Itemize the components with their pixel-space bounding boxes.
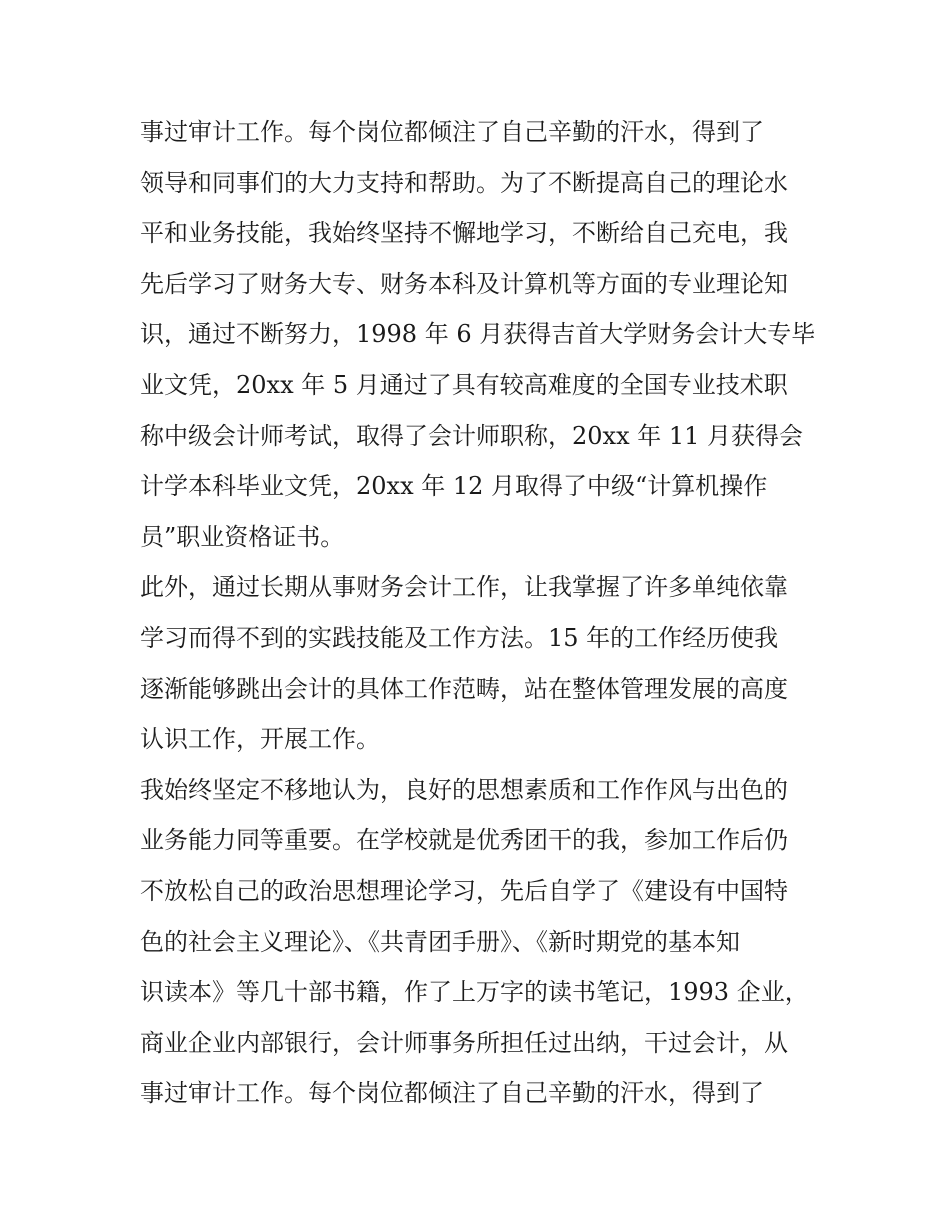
text-line: 色的社会主义理论》、《共青团手册》、《新时期党的基本知 (140, 927, 740, 956)
text-line: 学习而得不到的实践技能及工作方法。15 年的工作经历使我 (140, 623, 779, 652)
text-line: 我始终坚定不移地认为，良好的思想素质和工作作风与出色的 (140, 775, 788, 804)
text-line: 识读本》等几十部书籍，作了上万字的读书笔记，1993 企业， (140, 978, 809, 1007)
text-line: 计学本科毕业文凭，20xx 年 12 月取得了中级“计算机操作 (140, 472, 768, 501)
text-line: 此外，通过长期从事财务会计工作，让我掌握了许多单纯依靠 (140, 573, 788, 602)
text-line: 称中级会计师考试，取得了会计师职称，20xx 年 11 月获得会 (140, 421, 804, 450)
text-line: 逐渐能够跳出会计的具体工作范畴，站在整体管理发展的高度 (140, 674, 788, 703)
text-line: 事过审计工作。每个岗位都倾注了自己辛勤的汗水，得到了 (140, 118, 764, 146)
text-line: 员”职业资格证书。 (140, 522, 345, 551)
text-line: 领导和同事们的大力支持和帮助。为了不断提高自己的理论水 (140, 168, 788, 197)
text-line: 认识工作，开展工作。 (140, 725, 380, 754)
text-line: 不放松自己的政治思想理论学习，先后自学了《建设有中国特 (140, 876, 788, 905)
text-line: 平和业务技能，我始终坚持不懈地学习，不断给自己充电，我 (140, 219, 788, 248)
text-line: 先后学习了财务大专、财务本科及计算机等方面的专业理论知 (140, 269, 788, 298)
body-text (140, 107, 820, 1119)
text-line: 商业企业内部银行，会计师事务所担任过出纳，干过会计，从 (140, 1028, 788, 1057)
text-line: 识，通过不断努力，1998 年 6 月获得吉首大学财务会计大专毕 (140, 320, 816, 349)
text-line: 业务能力同等重要。在学校就是优秀团干的我，参加工作后仍 (140, 826, 788, 855)
text-line: 事过审计工作。每个岗位都倾注了自己辛勤的汗水，得到了 (140, 1079, 764, 1108)
text-line: 业文凭，20xx 年 5 月通过了具有较高难度的全国专业技术职 (140, 370, 788, 399)
